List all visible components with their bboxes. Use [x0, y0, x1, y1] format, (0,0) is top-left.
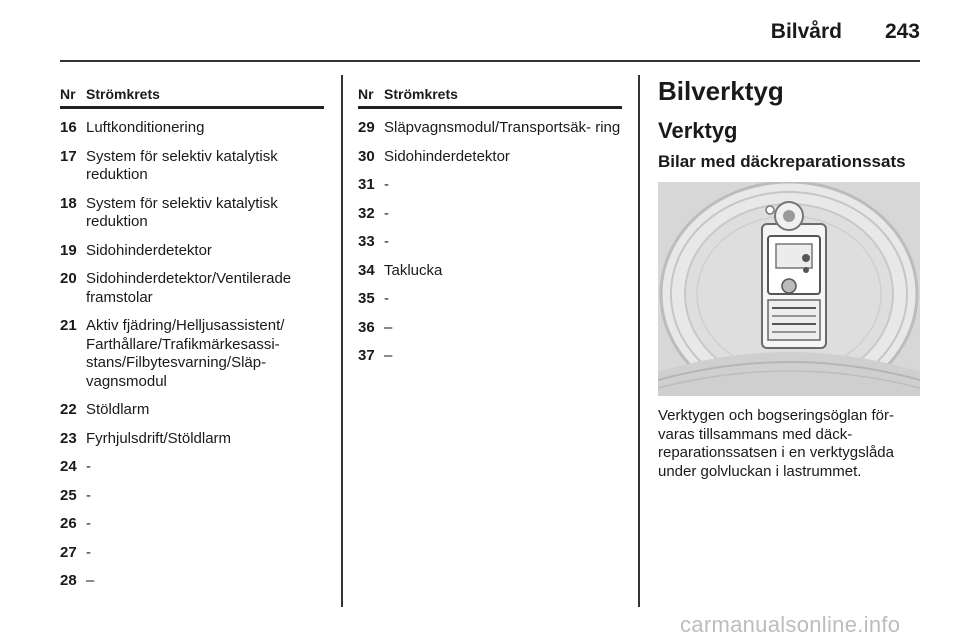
col-nr-header: Nr [60, 86, 76, 102]
row-number: 21 [60, 317, 77, 334]
row-number: 26 [60, 515, 77, 532]
row-number: 32 [358, 204, 375, 222]
table-row [60, 572, 324, 591]
row-circuit: – [384, 318, 393, 336]
fuse-table-right [358, 80, 622, 376]
running-header-title: Bilvård [770, 20, 842, 43]
row-circuit: - [384, 204, 389, 222]
table-row [60, 242, 324, 261]
table-row [358, 205, 622, 224]
row-number: 35 [358, 290, 375, 307]
row-number: 28 [60, 572, 77, 589]
table-header-rule [60, 106, 324, 109]
row-circuit: Sidohinderdetektor [384, 147, 510, 165]
toolbox-illustration [658, 182, 920, 396]
row-circuit: - [384, 176, 389, 193]
row-number: 24 [60, 458, 77, 475]
row-number: 31 [358, 176, 375, 193]
table-row [60, 430, 324, 449]
table-row [358, 319, 622, 338]
section-subsubheading: Bilar med däckreparationssats [658, 152, 906, 171]
table-row [60, 544, 324, 563]
row-circuit: System för selektiv katalytisk reduktion [86, 194, 278, 230]
table-header-rule [358, 106, 622, 109]
header-rule [60, 60, 920, 62]
row-number: 25 [60, 486, 77, 504]
row-circuit: - [384, 233, 389, 250]
row-number: 33 [358, 233, 375, 250]
row-circuit: - [86, 486, 91, 504]
table-header [60, 80, 324, 102]
row-number: 30 [358, 147, 375, 165]
row-number: 29 [358, 119, 375, 136]
table-row [60, 487, 324, 506]
row-number: 18 [60, 194, 77, 212]
table-row [60, 270, 324, 307]
row-number: 16 [60, 119, 77, 136]
table-row [60, 401, 324, 420]
row-circuit: Luftkonditionering [86, 119, 205, 136]
row-circuit: - [86, 543, 91, 561]
table-row [358, 262, 622, 281]
table-row [358, 119, 622, 138]
row-number: 17 [60, 147, 77, 165]
toolbox-illustration-svg [658, 182, 920, 396]
row-circuit: - [384, 290, 389, 307]
row-number: 27 [60, 543, 77, 561]
row-circuit: Aktiv fjädring/Helljusassistent/ Farthållare/Trafikmärkesassi- stans/Filbytesvarning/Släp- vagnsmodul [86, 317, 285, 390]
column-divider-right [638, 75, 640, 607]
row-number: 23 [60, 429, 77, 447]
row-circuit: - [86, 458, 91, 475]
table-row [60, 148, 324, 185]
table-row [60, 515, 324, 534]
table-row [60, 458, 324, 477]
row-circuit: – [384, 347, 393, 364]
table-body [358, 119, 622, 366]
table-row [358, 233, 622, 252]
table-row [60, 119, 324, 138]
table-body [60, 119, 324, 591]
row-circuit: - [86, 515, 91, 532]
col-circuit-header: Strömkrets [86, 86, 160, 102]
row-circuit: – [86, 572, 95, 589]
row-circuit: Sidohinderdetektor [86, 241, 212, 259]
watermark: carmanualsonline.info [680, 612, 901, 637]
table-row [60, 195, 324, 232]
col-circuit-header: Strömkrets [384, 86, 458, 102]
row-circuit: Stöldlarm [86, 401, 150, 418]
row-number: 34 [358, 261, 375, 279]
col-nr-header: Nr [358, 86, 374, 102]
row-number: 37 [358, 347, 375, 364]
table-row [60, 317, 324, 391]
row-circuit: Taklucka [384, 261, 443, 279]
row-number: 20 [60, 270, 77, 287]
section-heading: Bilverktyg [658, 76, 784, 106]
table-row [358, 290, 622, 309]
row-circuit: Fyrhjulsdrift/Stöldlarm [86, 429, 232, 447]
fuse-table-left [60, 80, 324, 601]
row-circuit: Släpvagnsmodul/Transportsäk- ring [384, 119, 621, 136]
page-number: 243 [884, 20, 920, 43]
row-number: 19 [60, 241, 77, 259]
row-circuit: System för selektiv katalytisk reduktion [86, 147, 278, 183]
table-row [358, 176, 622, 195]
section-subheading: Verktyg [658, 118, 738, 143]
row-number: 36 [358, 318, 375, 336]
section-paragraph: Verktygen och bogseringsöglan för- varas tillsammans med däck- reparationssatsen i en verktygslåda under golvluckan i lastrummet. [658, 407, 894, 480]
table-row [358, 148, 622, 167]
column-divider-left [341, 75, 343, 607]
row-circuit: Sidohinderdetektor/Ventilerade framstolar [86, 270, 292, 306]
table-row [358, 347, 622, 366]
row-number: 22 [60, 401, 77, 418]
table-header [358, 80, 622, 102]
